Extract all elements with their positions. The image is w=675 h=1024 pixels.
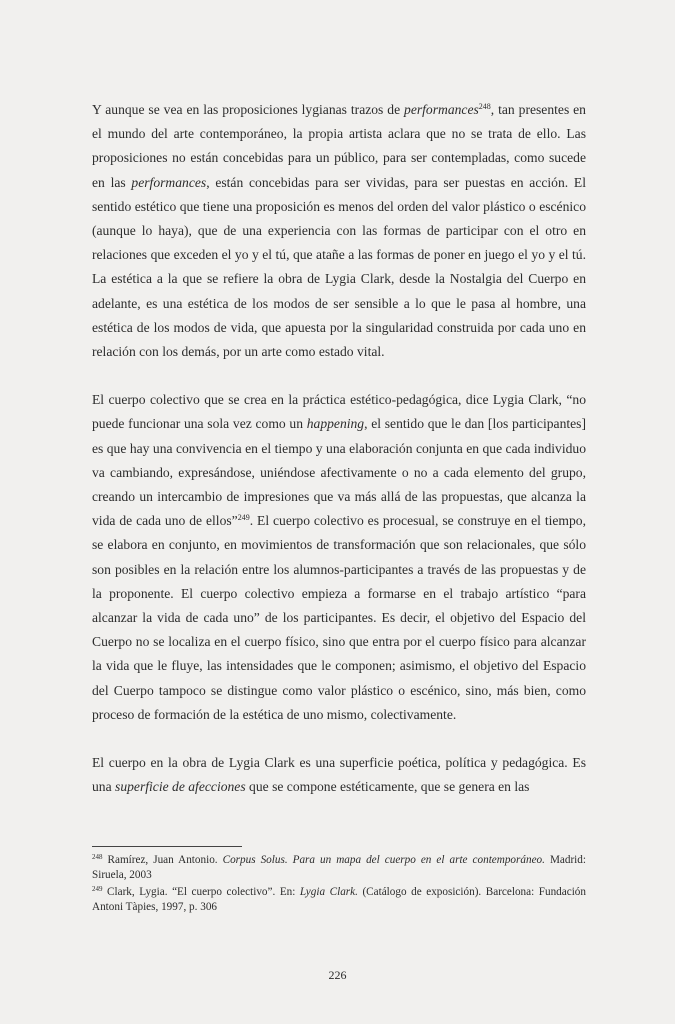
text-run: . El cuerpo colectivo es procesual, se construye en el tiempo, se elabora en conjunto, en movimientos de transformación que son relacionales, que sólo son posibles en la relación entre los alumnos-participantes a través de las propuestas y de la proponente. El cuerpo colectivo empieza a formarse en el trabajo artístico “para alcanzar la vida de cada uno” de los participantes. Es decir, el objetivo del Espacio del Cuerpo no se localiza en el cuerpo físico, sino que entra por el cuerpo físico para alcanzar la vida que le fluye, las intensidades que le componen; asimismo, el objetivo del Espacio del Cuerpo tampoco se distingue como valor plástico o escénico, sino, más bien, como proceso de formación de la estética de uno mismo, colectivamente.: [92, 513, 586, 722]
footnotes: [92, 853, 586, 917]
body-text: [92, 98, 586, 799]
footnote-title: Corpus Solus. Para un mapa del cuerpo en el arte contemporáneo.: [222, 854, 545, 866]
italic-term: superficie de afecciones: [115, 779, 246, 795]
text-run: Y aunque se vea en las proposiciones lygianas trazos de: [92, 102, 405, 117]
italic-term: performances: [404, 102, 479, 117]
text-run: , están concebidas para ser vividas, para ser puestas en acción. El sentido estético que tiene una proposición es menos del orden del valor plástico o escénico (aunque lo haya), que de una experiencia con las formas de participar con el otro en relaciones que exceden el yo y el tú, que atañe a las formas de poner en juego el yo y el tú. La estética a la que se refiere la obra de Lygia Clark, desde la Nostalgia del Cuerpo en adelante, es una estética de los modos de ser sensible a lo que le pasa al hombre, una estética de los modos de vida, que apuesta por la singularidad construida por cada uno en relación con los demás, por un arte como estado vital.: [92, 174, 586, 360]
footnote-text: Madrid: Siruela, 2003: [92, 854, 586, 881]
text-run: El cuerpo colectivo que se crea en la práctica estético-pedagógica, dice Lygia Clark, “no puede funcionar una sola vez como un: [92, 392, 586, 432]
footnote-number: 248: [92, 853, 103, 861]
footnote-divider: [92, 846, 242, 847]
paragraph-3: [92, 751, 586, 799]
footnote-title: Lygia Clark.: [299, 886, 358, 898]
text-run: , tan presentes en el mundo del arte contemporáneo, la propia artista aclara que no se trata de ello. Las proposiciones no están concebidas para un público, para ser contempladas, como sucede en las: [92, 102, 586, 190]
footnote-text: (Catálogo de exposición). Barcelona: Fundación Antoni Tàpies, 1997, p. 306: [92, 886, 586, 913]
footnote-ref-248[interactable]: 248: [478, 102, 491, 111]
italic-term: happening: [306, 416, 365, 432]
footnote-text: Clark, Lygia. “El cuerpo colectivo”. En:: [102, 886, 300, 898]
italic-term: performances: [131, 174, 207, 190]
text-run: , el sentido que le dan [los participantes] es que hay una convivencia en el tiempo y una elaboración conjunta en que cada individuo va cambiando, expresándose, uniéndose afectivamente o no a cada elemento del grupo, creando un intercambio de impresiones que va más allá de las propuestas, que alcanza la vida de cada uno de ellos”: [92, 416, 587, 529]
paragraph-1: [92, 98, 586, 364]
footnote-number: 249: [92, 885, 103, 893]
footnote-text: Ramírez, Juan Antonio.: [102, 854, 223, 866]
page-number: 226: [328, 968, 347, 982]
text-run: El cuerpo en la obra de Lygia Clark es una superficie poética, política y pedagógica. Es una: [92, 755, 586, 795]
footnote-ref-249[interactable]: 249: [237, 513, 250, 523]
footnote-248: [92, 853, 586, 883]
footnote-249: [92, 885, 586, 915]
paragraph-2: [92, 388, 586, 727]
text-run: que se compone estéticamente, que se genera en las: [245, 779, 530, 795]
